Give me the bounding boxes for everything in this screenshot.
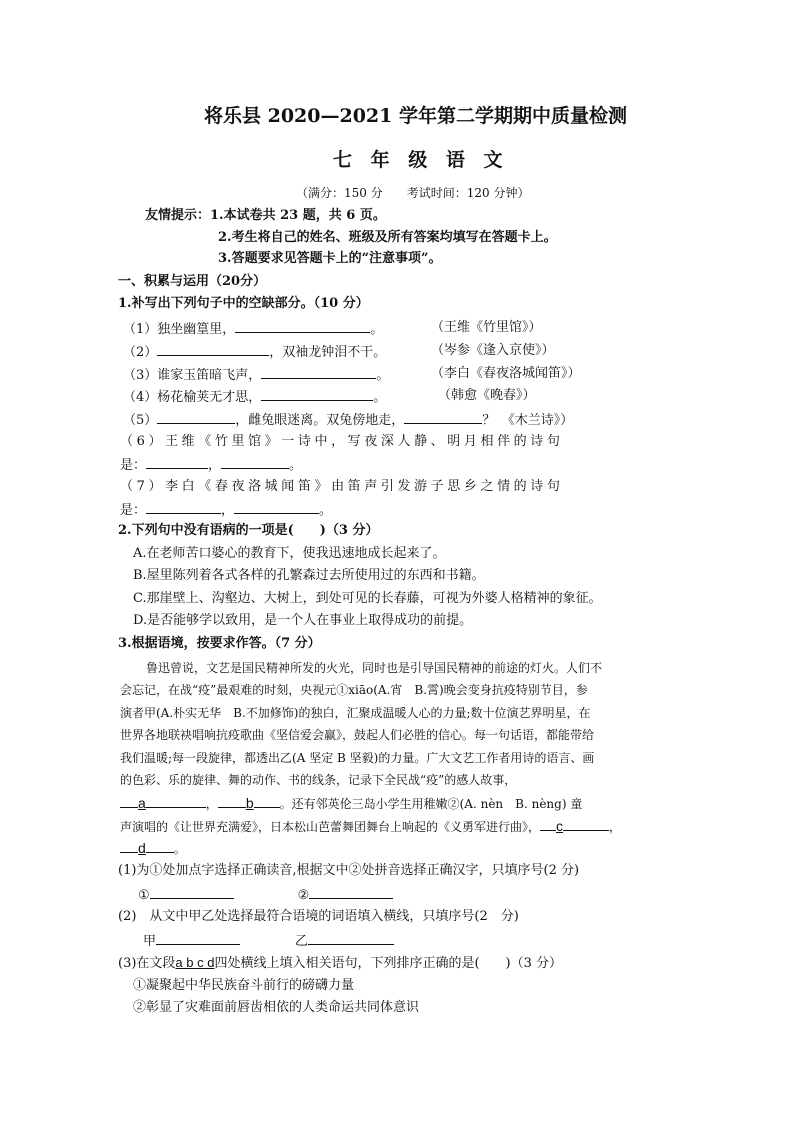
q2-option-b[interactable]: B.屋里陈列着各式各样的孔繁森过去所使用过的东西和书籍。 [133, 568, 485, 583]
answer-blank[interactable] [235, 320, 370, 333]
tips-item: 3.答题要求见答题卡上的“注意事项”。 [218, 251, 442, 266]
passage-line: 鲁迅曾说，文艺是国民精神所发的火光，同时也是引导国民精神的前途的灯火。人们不 [146, 661, 603, 675]
q1-item-1: （1）独坐幽篁里， 。 [123, 322, 384, 337]
passage-line-c: 声演唱的《让世界充满爱》，日本松山芭蕾舞团舞台上响起的《义勇军进行曲》， c ， [120, 818, 622, 834]
answer-blank[interactable] [157, 343, 269, 356]
passage-line: 演者甲(A.朴实无华 B.不加修饰)的独白，汇聚成温暖人心的力量;数十位演艺界明星，在 [120, 706, 591, 720]
answer-blank[interactable] [146, 456, 208, 469]
q3-sub-2: (2) 从文中甲乙处选择最符合语境的词语填入横线，只填序号(2 分) [118, 909, 519, 924]
q1-item-5: （5） ，雌兔眼迷离。双兔傍地走， ？ 《木兰诗》） [123, 413, 574, 428]
passage-line: 我们温暖;每一段旋律，都透出乙(A 坚定 B 坚毅)的力量。广大文艺工作者用诗的语言、画 [120, 751, 595, 765]
answer-blank[interactable] [254, 795, 280, 808]
blank-label-a: a [138, 795, 146, 811]
question-1-heading: 1.补写出下列句子中的空缺部分。（10 分） [118, 296, 369, 311]
question-3-heading: 3.根据语境，按要求作答。（7 分） [118, 636, 321, 651]
q1-item-6-answer: 是： ， 。 [120, 458, 303, 473]
q3-sub-1-answers: ① ② [138, 886, 393, 904]
q2-option-c[interactable]: C.那崖壁上、沟壑边、大树上，到处可见的长春藤，可视为外婆人格精神的象征。 [133, 591, 602, 606]
section-heading: 一、积累与运用（20分） [118, 274, 267, 289]
answer-blank[interactable] [150, 886, 234, 899]
q1-item-7: （7）李白《春夜洛城闻笛》由笛声引发游子思乡之情的诗句 [120, 479, 564, 494]
answer-blank[interactable] [234, 501, 319, 514]
answer-blank[interactable] [146, 501, 221, 514]
q1-source: （李白《春夜洛城闻笛》） [431, 366, 581, 381]
q3-sub-3: (3)在文段a b c d四处横线上填入相关语句，下列排序正确的是( )（3 分） [118, 955, 563, 971]
q2-option-a[interactable]: A.在老师苦口婆心的教育下，使我迅速地成长起来了。 [133, 546, 446, 561]
exam-title: 将乐县 2020—2021 学年第二学期期中质量检测 [204, 105, 627, 127]
passage-line: 会忘记，在战“疫”最艰难的时刻，央视元①xiāo(A.宵 B.霄)晚会变身抗疫特别节目，参 [120, 683, 588, 697]
answer-blank[interactable] [221, 456, 289, 469]
blank-label-b: b [245, 795, 254, 811]
answer-blank[interactable] [308, 932, 394, 945]
question-2-heading: 2.下列句中没有语病的一项是( )（3 分） [118, 523, 379, 538]
q3-option: ②彰显了灾难面前唇齿相依的人类命运共同体意识 [133, 1000, 420, 1015]
q3-sub-1: (1)为①处加点字选择正确读音,根据文中②处拼音选择正确汉字，只填序号(2 分) [118, 863, 580, 878]
q1-item-4: （4）杨花榆荚无才思， 。 [123, 390, 387, 405]
blank-letters: a b c d [175, 955, 215, 970]
passage-line: 的色彩、乐的旋律、舞的动作、书的线条，记录下全民战“疫”的感人故事， [120, 773, 517, 787]
tips-line-1 [145, 208, 386, 224]
tips-label: 友情提示： [145, 208, 211, 223]
blank-label-c: c [556, 818, 564, 834]
answer-blank[interactable] [404, 411, 482, 424]
q1-source: （韩愈《晚春》） [438, 388, 536, 403]
q2-option-d[interactable]: D.是否能够学以致用，是一个人在事业上取得成功的前提。 [133, 613, 473, 628]
answer-blank[interactable] [309, 886, 393, 899]
q1-item-6: （6）王维《竹里馆》一诗中，写夜深人静、明月相伴的诗句 [120, 434, 564, 449]
answer-blank[interactable] [261, 366, 376, 379]
passage-line-d: d 。 [120, 840, 186, 857]
q1-source: （岑参《逢入京使》） [431, 343, 555, 358]
q1-item-2: （2） ，双袖龙钟泪不干。 [123, 345, 387, 360]
q1-item-7-answer: 是： ， 。 [120, 503, 333, 518]
answer-blank[interactable] [156, 932, 240, 945]
q1-item-3: （3）谁家玉笛暗飞声， 。 [123, 368, 390, 383]
answer-blank[interactable] [146, 795, 206, 808]
blank-label-d: d [138, 840, 146, 856]
answer-blank[interactable] [157, 411, 235, 424]
tips-item: 2.考生将自己的姓名、班级及所有答案均填写在答题卡上。 [218, 230, 557, 245]
exam-info: （满分：150 分 考试时间：120 分钟） [296, 186, 530, 200]
q1-source: （王维《竹里馆》） [431, 320, 542, 335]
answer-blank[interactable] [261, 388, 373, 401]
passage-line: 世界各地联袂唱响抗疫歌曲《坚信爱会赢》，鼓起人们必胜的信心。每一句话语，都能带给 [120, 728, 595, 742]
exam-subtitle: 七 年 级 语 文 [333, 149, 509, 171]
answer-blank[interactable] [146, 840, 174, 853]
q3-option: ①凝聚起中华民族奋斗前行的磅礴力量 [133, 978, 355, 993]
tips-item: 1.本试卷共 23 题，共 6 页。 [210, 208, 386, 223]
passage-line-blanks: a ， b 。还有邻英伦三岛小学生用稚嫩②(A. nèn B. nèng) 童 [120, 795, 582, 812]
q3-sub-2-answers: 甲 乙 [143, 932, 394, 950]
answer-blank[interactable] [563, 818, 609, 831]
